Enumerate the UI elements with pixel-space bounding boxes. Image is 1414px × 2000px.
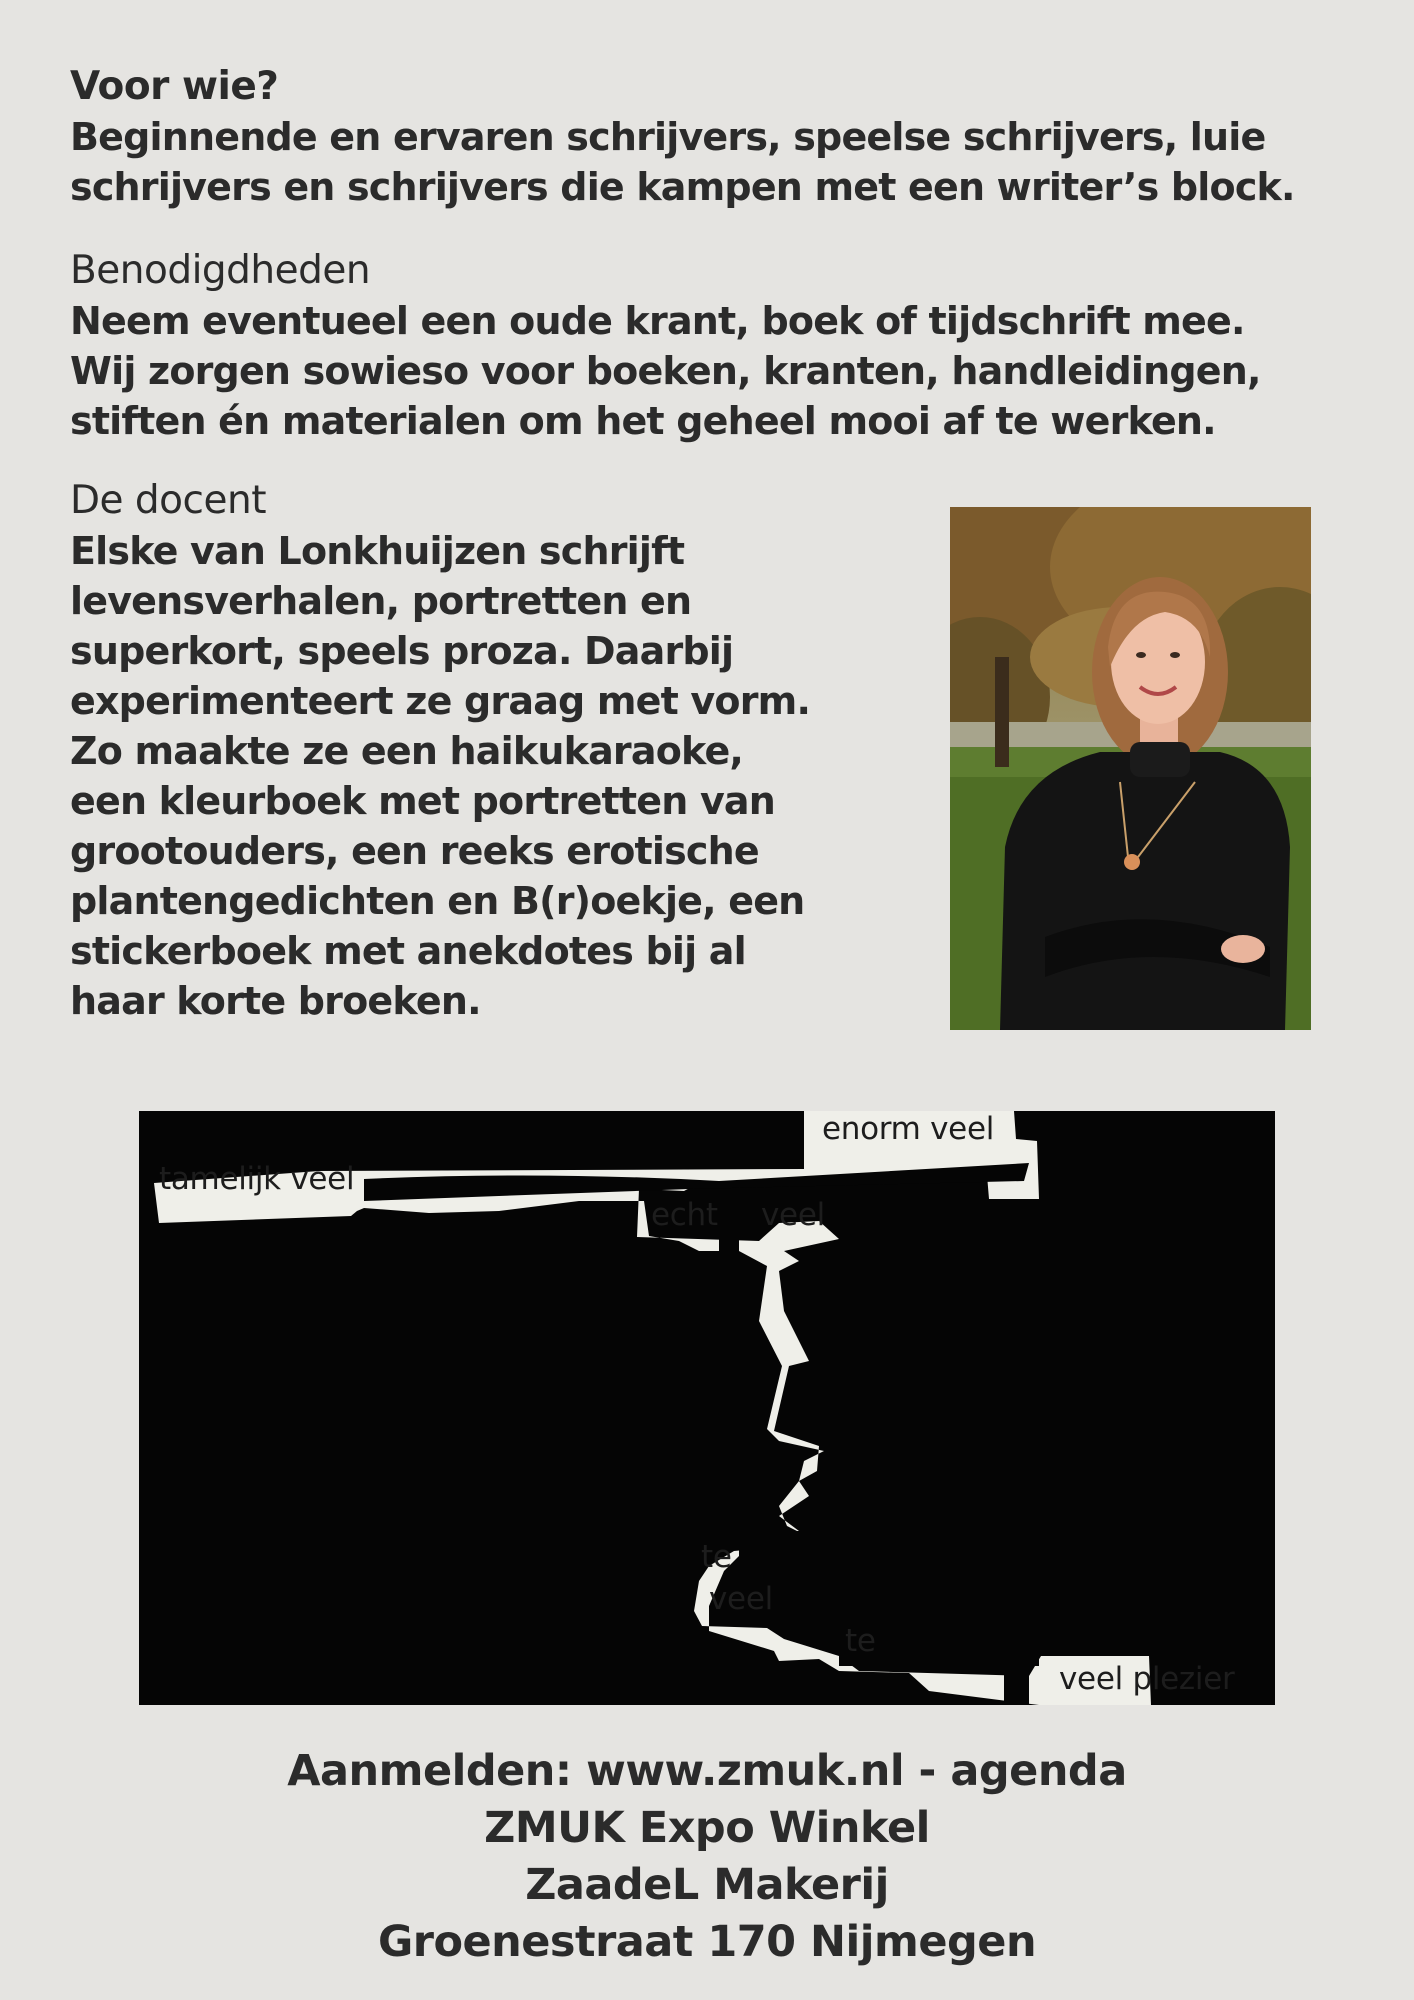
portrait-illustration <box>950 507 1311 1030</box>
docent-line: plantengedichten en B(r)oekje, een <box>70 879 805 923</box>
blackout-block <box>719 1211 739 1251</box>
voor-wie-line: schrijvers en schrijvers die kampen met een writer’s block. <box>70 165 1295 209</box>
footer-line-location: ZaadeL Makerij <box>525 1860 889 1910</box>
benodigdheden-line: stiften én materialen om het geheel mooi af te werken. <box>70 399 1216 443</box>
docent-line: Zo maakte ze een haikukaraoke, <box>70 729 744 773</box>
benodigdheden-line: Wij zorgen sowieso voor boeken, kranten, handleidingen, <box>70 349 1261 393</box>
section-docent <box>70 476 810 1026</box>
footer-line-venue: ZMUK Expo Winkel <box>484 1803 930 1853</box>
footer-line-registration: Aanmelden: www.zmuk.nl - agenda <box>287 1746 1127 1796</box>
footer-registration <box>0 1743 1414 1971</box>
collage-word: te <box>701 1539 732 1575</box>
collage-word: veel <box>761 1197 825 1233</box>
docent-line: superkort, speels proza. Daarbij <box>70 629 734 673</box>
docent-line: levensverhalen, portretten en <box>70 579 692 623</box>
docent-line: haar korte broeken. <box>70 979 481 1023</box>
benodigdheden-line: Neem eventueel een oude krant, boek of tijdschrift mee. <box>70 299 1245 343</box>
collage-word: veel plezier <box>1059 1661 1235 1697</box>
section-benodigdheden <box>70 246 1261 446</box>
voor-wie-heading: Voor wie? <box>70 64 279 109</box>
docent-line: grootouders, een reeks erotische <box>70 829 759 873</box>
footer-line-address: Groenestraat 170 Nijmegen <box>377 1917 1037 1967</box>
blackout-block <box>789 1581 899 1611</box>
docent-line: experimenteert ze graag met vorm. <box>70 679 811 723</box>
section-voor-wie <box>70 62 1295 212</box>
docent-heading: De docent <box>70 478 266 523</box>
benodigdheden-text <box>70 296 1261 446</box>
collage-word: tamelijk veel <box>159 1161 355 1197</box>
benodigdheden-heading: Benodigdheden <box>70 248 371 293</box>
collage-word: veel <box>709 1581 773 1617</box>
teacher-portrait-photo <box>950 507 1311 1030</box>
collage-word: enorm veel <box>822 1111 995 1147</box>
collage-word: te <box>845 1623 876 1659</box>
collage-word: echt <box>651 1197 718 1233</box>
voor-wie-text <box>70 112 1295 212</box>
docent-line: stickerboek met anekdotes bij al <box>70 929 746 973</box>
blackout-block <box>1004 1671 1029 1705</box>
blackout-poetry-collage <box>139 1111 1275 1705</box>
docent-text <box>70 526 810 1026</box>
blackout-block <box>739 1531 899 1561</box>
docent-line: Elske van Lonkhuijzen schrijft <box>70 529 685 573</box>
docent-line: een kleurboek met portretten van <box>70 779 776 823</box>
voor-wie-line: Beginnende en ervaren schrijvers, speelse schrijvers, luie <box>70 115 1266 159</box>
